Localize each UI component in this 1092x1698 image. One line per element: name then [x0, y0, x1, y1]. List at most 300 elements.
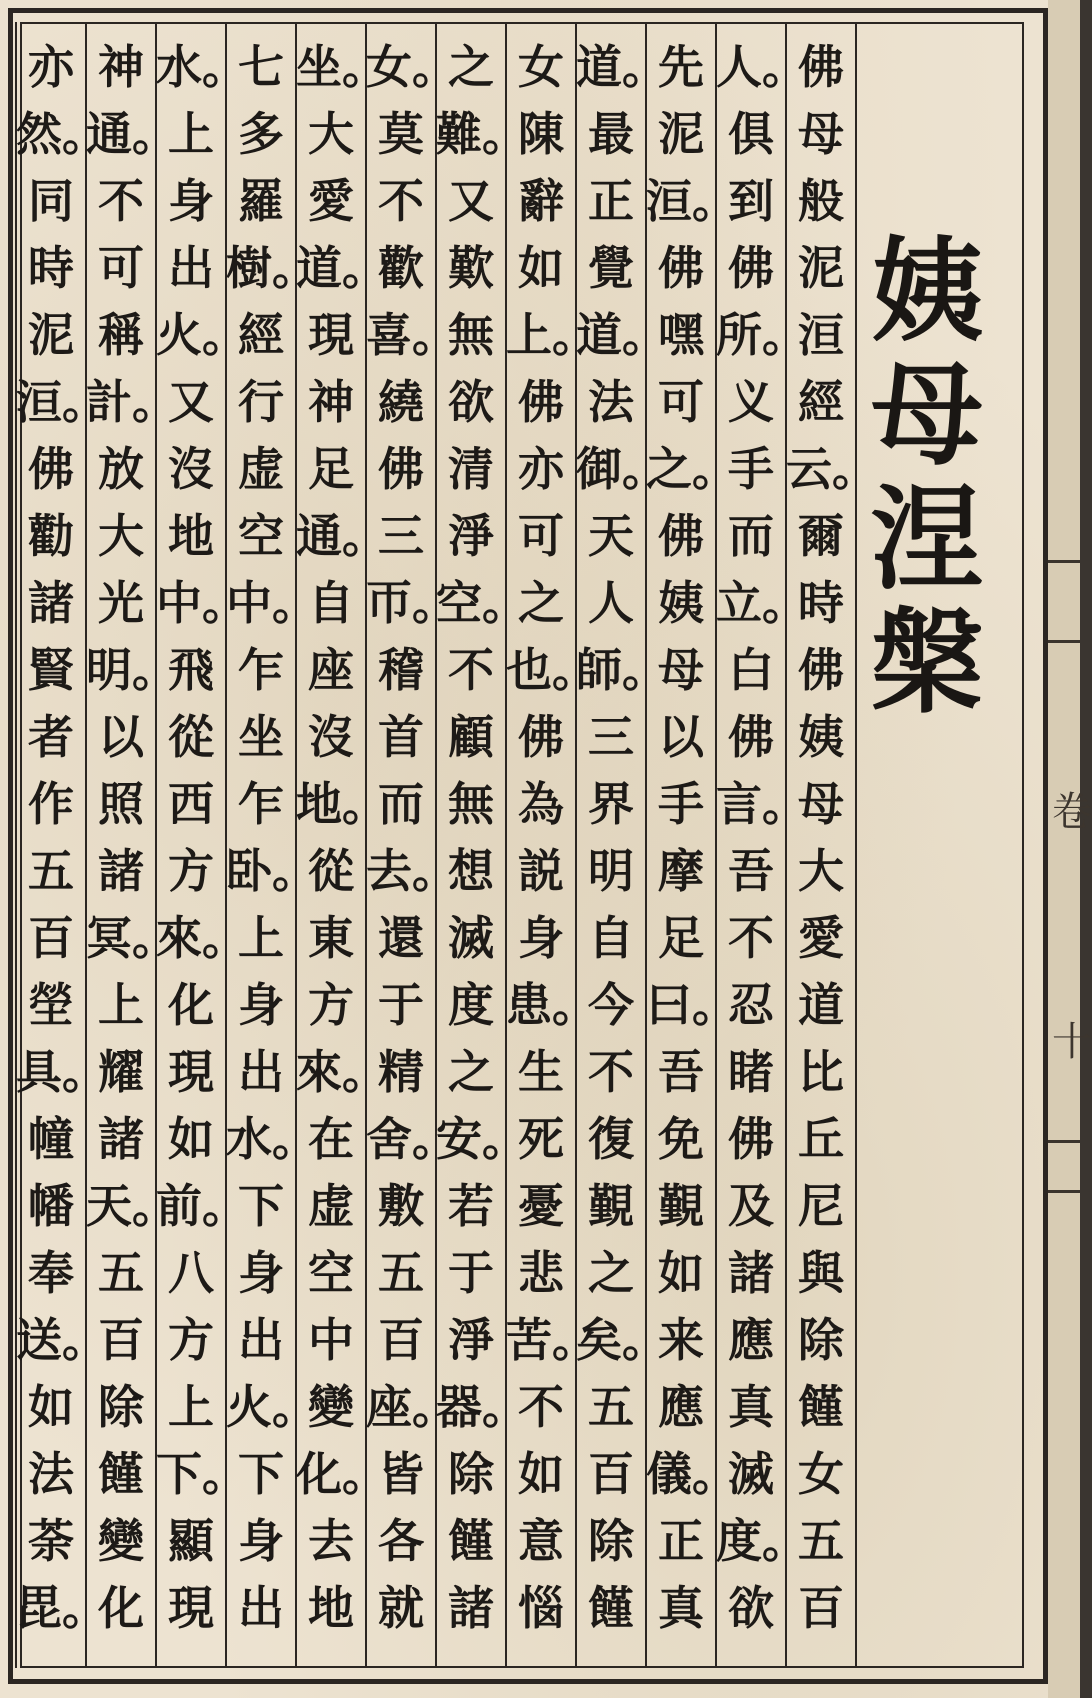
text-char: 多 [238, 107, 284, 161]
text-char: 化 [168, 978, 214, 1032]
text-char: 御。 [576, 442, 668, 496]
text-char: 女。 [366, 40, 458, 94]
text-char: 界 [588, 777, 634, 831]
text-char: 喜。 [366, 308, 458, 362]
text-char: 佛 [28, 442, 74, 496]
text-char: 惱 [518, 1581, 564, 1635]
text-char: 空。 [436, 576, 528, 630]
text-char: 經 [238, 308, 284, 362]
text-char: 者 [28, 710, 74, 764]
text-char: 出 [168, 241, 214, 295]
text-char: 東 [308, 911, 354, 965]
text-char: 以 [98, 710, 144, 764]
text-char: 光 [98, 576, 144, 630]
text-char: 佛 [728, 710, 774, 764]
text-char: 空 [238, 509, 284, 563]
text-char: 除 [98, 1380, 144, 1434]
text-char: 淨 [448, 1313, 494, 1367]
text-char: 人。 [716, 40, 808, 94]
text-char: 姨 [658, 576, 704, 630]
text-char: 摩 [658, 844, 704, 898]
text-char: 而 [728, 509, 774, 563]
text-char: 方 [308, 978, 354, 1032]
text-char: 比 [798, 1045, 844, 1099]
text-char: 中 [308, 1313, 354, 1367]
text-char: 上 [168, 1380, 214, 1434]
text-char: 身 [238, 978, 284, 1032]
text-char: 大 [308, 107, 354, 161]
text-char: 所。 [716, 308, 808, 362]
text-char: 同 [28, 174, 74, 228]
text-char: 身 [238, 1514, 284, 1568]
text-char: 之 [588, 1246, 634, 1300]
text-char: 最 [588, 107, 634, 161]
text-char: 出 [238, 1313, 284, 1367]
text-char: 洹。 [16, 375, 108, 429]
text-char: 沒 [168, 442, 214, 496]
text-char: 滅 [448, 911, 494, 965]
margin-rule [1048, 560, 1080, 563]
text-char: 顧 [448, 710, 494, 764]
text-char: 具。 [16, 1045, 108, 1099]
text-char: 饉 [798, 1380, 844, 1434]
text-char: 出 [238, 1581, 284, 1635]
text-char: 計。 [86, 375, 178, 429]
margin-rule [1048, 1190, 1080, 1193]
text-char: 然。 [16, 107, 108, 161]
text-char: 想 [448, 844, 494, 898]
text-char: 手 [728, 442, 774, 496]
text-char: 不 [518, 1380, 564, 1434]
text-char: 矣。 [576, 1313, 668, 1367]
text-char: 如 [518, 241, 564, 295]
text-char: 大 [98, 509, 144, 563]
text-char: 安。 [436, 1112, 528, 1166]
text-char: 佛 [728, 241, 774, 295]
text-char: 身 [168, 174, 214, 228]
text-column [786, 34, 878, 1654]
text-char: 諸 [98, 1112, 144, 1166]
text-char: 百 [378, 1313, 424, 1367]
text-char: 行 [238, 375, 284, 429]
text-char: 俱 [728, 107, 774, 161]
text-char: 以 [658, 710, 704, 764]
text-char: 首 [378, 710, 424, 764]
text-char: 作 [28, 777, 74, 831]
text-char: 諸 [448, 1581, 494, 1635]
text-char: 水。 [226, 1112, 318, 1166]
text-char: 来 [658, 1313, 704, 1367]
text-char: 勸 [28, 509, 74, 563]
text-char: 死 [518, 1112, 564, 1166]
text-char: 足 [658, 911, 704, 965]
text-char: 又 [448, 174, 494, 228]
text-char: 不 [728, 911, 774, 965]
text-char: 饉 [588, 1581, 634, 1635]
text-char: 除 [448, 1447, 494, 1501]
text-char: 現 [168, 1045, 214, 1099]
text-char: 般 [798, 174, 844, 228]
text-char: 明 [588, 844, 634, 898]
text-char: 變 [308, 1380, 354, 1434]
title-char: 槃 [871, 598, 983, 729]
text-char: 前。 [156, 1179, 248, 1233]
text-char: 佛 [658, 241, 704, 295]
text-char: 百 [98, 1313, 144, 1367]
text-char: 佛 [728, 1112, 774, 1166]
text-char: 應 [658, 1380, 704, 1434]
text-char: 照 [98, 777, 144, 831]
text-char: 泥 [798, 241, 844, 295]
text-char: 佛 [518, 375, 564, 429]
text-char: 來。 [296, 1045, 388, 1099]
text-char: 神 [308, 375, 354, 429]
text-column [156, 34, 248, 1654]
text-char: 毘。 [16, 1581, 108, 1635]
text-char: 悲 [518, 1246, 564, 1300]
text-char: 睹 [728, 1045, 774, 1099]
text-char: 冥。 [86, 911, 178, 965]
text-char: 火。 [226, 1380, 318, 1434]
text-char: 患。 [506, 978, 598, 1032]
text-char: 足 [308, 442, 354, 496]
text-char: 除 [798, 1313, 844, 1367]
text-char: 人 [588, 576, 634, 630]
text-char: 乍 [238, 777, 284, 831]
text-char: 方 [168, 1313, 214, 1367]
text-char: 姨 [798, 710, 844, 764]
text-char: 變 [98, 1514, 144, 1568]
title-char: 母 [871, 350, 983, 481]
text-column [86, 34, 178, 1654]
text-column [576, 34, 668, 1654]
text-char: 女 [798, 1447, 844, 1501]
text-char: 云。 [786, 442, 878, 496]
text-column [226, 34, 318, 1654]
text-char: 西 [168, 777, 214, 831]
text-char: 泥 [658, 107, 704, 161]
text-char: 地。 [296, 777, 388, 831]
text-char: 之 [448, 1045, 494, 1099]
text-char: 正 [658, 1514, 704, 1568]
text-char: 器。 [436, 1380, 528, 1434]
text-char: 來。 [156, 911, 248, 965]
text-char: 憂 [518, 1179, 564, 1233]
binding-margin [1048, 0, 1080, 1698]
text-char: 中。 [156, 576, 248, 630]
text-char: 愛 [798, 911, 844, 965]
text-char: 辭 [518, 174, 564, 228]
text-char: 佛 [658, 509, 704, 563]
text-char: 坐。 [296, 40, 388, 94]
text-char: 水。 [156, 40, 248, 94]
text-char: 諸 [728, 1246, 774, 1300]
text-char: 化 [98, 1581, 144, 1635]
text-char: 與 [798, 1246, 844, 1300]
text-char: 身 [518, 911, 564, 965]
text-char: 耀 [98, 1045, 144, 1099]
text-char: 歡 [378, 241, 424, 295]
text-column [716, 34, 808, 1654]
text-char: 現 [308, 308, 354, 362]
text-char: 道 [798, 978, 844, 1032]
text-char: 而 [378, 777, 424, 831]
text-char: 沒 [308, 710, 354, 764]
text-char: 覺 [588, 241, 634, 295]
text-char: 滅 [728, 1447, 774, 1501]
text-char: 之 [448, 40, 494, 94]
text-char: 八 [168, 1246, 214, 1300]
text-char: 不 [98, 174, 144, 228]
text-char: 法 [28, 1447, 74, 1501]
text-char: 無 [448, 308, 494, 362]
text-char: 七 [238, 40, 284, 94]
text-char: 欲 [728, 1581, 774, 1635]
text-char: 亦 [28, 40, 74, 94]
text-column [16, 34, 108, 1654]
text-char: 如 [28, 1380, 74, 1434]
text-char: 下。 [156, 1447, 248, 1501]
text-char: 先 [658, 40, 704, 94]
text-char: 座。 [366, 1380, 458, 1434]
text-char: 為 [518, 777, 564, 831]
text-char: 皆 [378, 1447, 424, 1501]
text-char: 就 [378, 1581, 424, 1635]
text-char: 佛 [378, 442, 424, 496]
text-char: 稱 [98, 308, 144, 362]
text-char: 還 [378, 911, 424, 965]
text-char: 道。 [576, 40, 668, 94]
text-char: 之 [518, 576, 564, 630]
text-char: 白 [728, 643, 774, 697]
text-char: 也。 [506, 643, 598, 697]
text-char: 上 [168, 107, 214, 161]
text-char: 曰。 [646, 978, 738, 1032]
text-char: 佛 [518, 710, 564, 764]
text-char: 嘿 [658, 308, 704, 362]
text-char: 度。 [716, 1514, 808, 1568]
text-char: 洹 [798, 308, 844, 362]
text-char: 時 [28, 241, 74, 295]
text-char: 百 [798, 1581, 844, 1635]
text-char: 乍 [238, 643, 284, 697]
text-char: 飛 [168, 643, 214, 697]
text-char: 地 [308, 1581, 354, 1635]
text-char: 如 [518, 1447, 564, 1501]
text-char: 泥 [28, 308, 74, 362]
text-char: 百 [588, 1447, 634, 1501]
text-char: 羅 [238, 174, 284, 228]
text-char: 不 [588, 1045, 634, 1099]
text-char: 又 [168, 375, 214, 429]
text-char: 陳 [518, 107, 564, 161]
text-char: 方 [168, 844, 214, 898]
text-char: 諸 [98, 844, 144, 898]
text-char: 意 [518, 1514, 564, 1568]
text-char: 愛 [308, 174, 354, 228]
text-char: 通。 [296, 509, 388, 563]
text-char: 上。 [506, 308, 598, 362]
title-char: 姨 [871, 226, 983, 357]
text-char: 空 [308, 1246, 354, 1300]
text-char: 化。 [296, 1447, 388, 1501]
text-char: 天。 [86, 1179, 178, 1233]
text-char: 時 [798, 576, 844, 630]
text-char: 帀。 [366, 576, 458, 630]
text-char: 天 [588, 509, 634, 563]
text-char: 坐 [238, 710, 284, 764]
text-column [646, 34, 738, 1654]
text-char: 立。 [716, 576, 808, 630]
text-char: 地 [168, 509, 214, 563]
text-char: 五 [588, 1380, 634, 1434]
text-char: 吾 [658, 1045, 704, 1099]
text-char: 亦 [518, 442, 564, 496]
chapter-title [862, 226, 992, 729]
text-char: 難。 [436, 107, 528, 161]
text-char: 饉 [448, 1514, 494, 1568]
text-char: 真 [728, 1380, 774, 1434]
text-char: 苦。 [506, 1313, 598, 1367]
text-char: 三 [378, 509, 424, 563]
text-char: 佛 [798, 643, 844, 697]
text-char: 义 [728, 375, 774, 429]
text-char: 于 [448, 1246, 494, 1300]
text-char: 出 [238, 1045, 284, 1099]
text-char: 百 [28, 911, 74, 965]
text-char: 可 [518, 509, 564, 563]
text-char: 敷 [378, 1179, 424, 1233]
text-char: 母 [798, 107, 844, 161]
text-char: 顯 [168, 1514, 214, 1568]
text-char: 下 [238, 1447, 284, 1501]
text-char: 繞 [378, 375, 424, 429]
text-char: 中。 [226, 576, 318, 630]
text-char: 卧。 [226, 844, 318, 898]
text-char: 尼 [798, 1179, 844, 1233]
text-char: 于 [378, 978, 424, 1032]
title-char: 涅 [871, 474, 983, 605]
text-char: 座 [308, 643, 354, 697]
margin-rule [1048, 1140, 1080, 1143]
text-char: 虚 [238, 442, 284, 496]
text-char: 通。 [86, 107, 178, 161]
text-char: 清 [448, 442, 494, 496]
text-char: 奉 [28, 1246, 74, 1300]
margin-volume-char: 卷 [1052, 789, 1092, 835]
text-char: 可 [98, 241, 144, 295]
text-char: 若 [448, 1179, 494, 1233]
text-char: 生 [518, 1045, 564, 1099]
text-char: 及 [728, 1179, 774, 1233]
text-char: 法 [588, 375, 634, 429]
text-char: 現 [168, 1581, 214, 1635]
margin-volume-char: 十 [1052, 1019, 1092, 1065]
text-char: 各 [378, 1514, 424, 1568]
text-char: 度 [448, 978, 494, 1032]
text-char: 除 [588, 1514, 634, 1568]
text-char: 忍 [728, 978, 774, 1032]
text-char: 幢 [28, 1112, 74, 1166]
text-char: 覲 [658, 1179, 704, 1233]
text-char: 經 [798, 375, 844, 429]
text-char: 無 [448, 777, 494, 831]
text-char: 應 [728, 1313, 774, 1367]
text-char: 從 [308, 844, 354, 898]
text-char: 五 [98, 1246, 144, 1300]
text-char: 五 [378, 1246, 424, 1300]
text-char: 不 [448, 643, 494, 697]
text-char: 上 [238, 911, 284, 965]
text-char: 自 [588, 911, 634, 965]
text-char: 可 [658, 375, 704, 429]
text-char: 大 [798, 844, 844, 898]
text-char: 復 [588, 1112, 634, 1166]
text-char: 從 [168, 710, 214, 764]
text-char: 真 [658, 1581, 704, 1635]
text-char: 諸 [28, 576, 74, 630]
text-char: 在 [308, 1112, 354, 1166]
text-char: 塋 [28, 978, 74, 1032]
text-char: 去。 [366, 844, 458, 898]
text-char: 吾 [728, 844, 774, 898]
text-char: 母 [798, 777, 844, 831]
text-char: 如 [658, 1246, 704, 1300]
text-char: 舍。 [366, 1112, 458, 1166]
text-char: 到 [728, 174, 774, 228]
text-char: 爾 [798, 509, 844, 563]
text-char: 道。 [296, 241, 388, 295]
text-char: 饉 [98, 1447, 144, 1501]
text-char: 上 [98, 978, 144, 1032]
text-char: 佛 [798, 40, 844, 94]
text-char: 欲 [448, 375, 494, 429]
text-char: 手 [658, 777, 704, 831]
text-char: 幡 [28, 1179, 74, 1233]
text-char: 正 [588, 174, 634, 228]
text-char: 如 [168, 1112, 214, 1166]
text-char: 送。 [16, 1313, 108, 1367]
text-char: 言。 [716, 777, 808, 831]
text-char: 神 [98, 40, 144, 94]
margin-rule [1048, 640, 1080, 643]
text-char: 洹。 [646, 174, 738, 228]
text-char: 賢 [28, 643, 74, 697]
text-char: 三 [588, 710, 634, 764]
text-char: 精 [378, 1045, 424, 1099]
text-char: 下 [238, 1179, 284, 1233]
text-char: 道。 [576, 308, 668, 362]
text-char: 丘 [798, 1112, 844, 1166]
text-char: 之。 [646, 442, 738, 496]
text-char: 儀。 [646, 1447, 738, 1501]
text-char: 稽 [378, 643, 424, 697]
text-char: 覲 [588, 1179, 634, 1233]
text-char: 虚 [308, 1179, 354, 1233]
text-char: 五 [28, 844, 74, 898]
text-char: 去 [308, 1514, 354, 1568]
text-char: 荼 [28, 1514, 74, 1568]
text-char: 明。 [86, 643, 178, 697]
text-char: 師。 [576, 643, 668, 697]
text-char: 母 [658, 643, 704, 697]
text-char: 今 [588, 978, 634, 1032]
text-char: 免 [658, 1112, 704, 1166]
text-char: 淨 [448, 509, 494, 563]
text-char: 女 [518, 40, 564, 94]
text-char: 放 [98, 442, 144, 496]
text-char: 樹。 [226, 241, 318, 295]
